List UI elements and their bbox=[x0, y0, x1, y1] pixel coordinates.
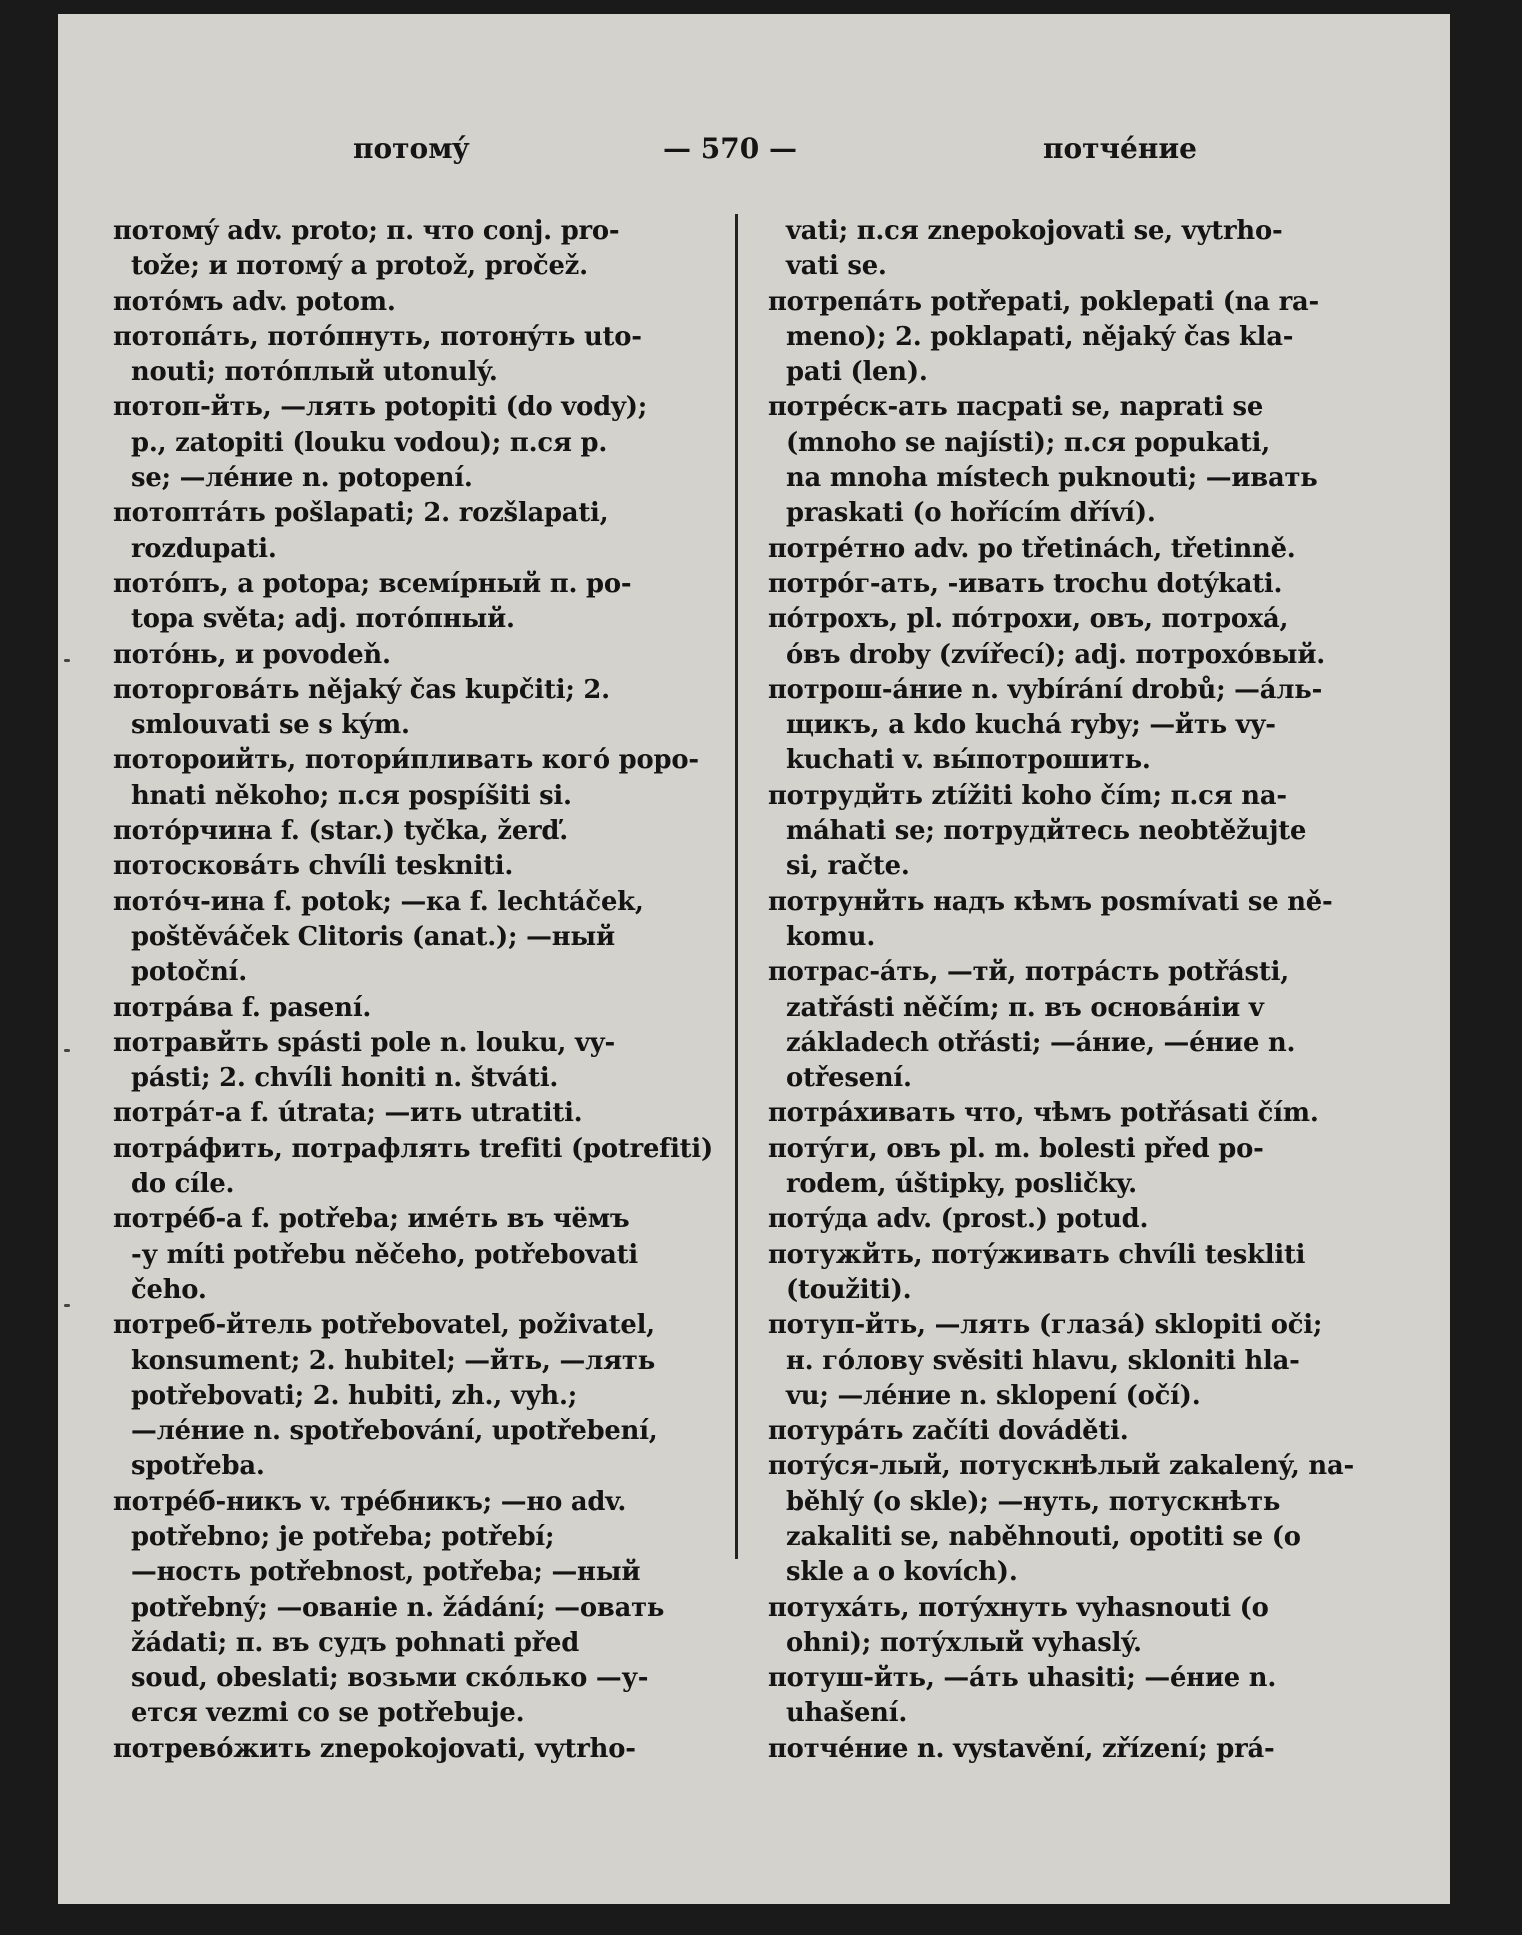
entry-line: poštěváček Clitoris (anat.); —ный bbox=[131, 921, 615, 952]
entry-line: topa světa; adj. потóпный. bbox=[131, 604, 515, 635]
entry-line: потрéск-ать пасpati se, naprati se bbox=[768, 392, 1264, 423]
entry-line: н. гóлову svěsiti hlavu, skloniti hla- bbox=[786, 1345, 1300, 1376]
entry-line: поторговáть nějaký čas kupčiti; 2. bbox=[113, 674, 610, 705]
entry-line: потосковáть chvíli teskniti. bbox=[113, 851, 514, 882]
entry-line: potřebný; —ованіе n. žádání; —овать bbox=[131, 1592, 665, 1623]
entry-line: потоп-йть, —лять potopiti (do vody); bbox=[113, 392, 648, 423]
entry-line: rozdupati. bbox=[131, 533, 277, 564]
entry-line: потомý adv. proto; п. что conj. pro- bbox=[113, 216, 620, 246]
entry-line: потревóжить znepokojovati, vytrho- bbox=[113, 1733, 636, 1764]
entry-line: потóпъ, a potopa; всемíрный п. po- bbox=[113, 568, 632, 599]
entry-line: потрáфить, потрафлять trefiti (potrefiti) bbox=[113, 1133, 713, 1164]
entry-line: -у míti potřebu něčeho, potřebovati bbox=[131, 1239, 638, 1270]
entry-line: praskati (o hořícím dříví). bbox=[786, 498, 1156, 529]
entry-line: потравйть spásti pole n. louku, vy- bbox=[113, 1027, 616, 1058]
entry-line: потуш-йть, —áть uhasiti; —éние n. bbox=[768, 1663, 1277, 1694]
entry-line: —ность potřebnost, potřeba; —ный bbox=[131, 1557, 641, 1588]
entry-line: потреб-йтель potřebovatel, poživatel, bbox=[113, 1310, 655, 1341]
entry-line: потрáхивать что, чѣмъ potřásati čím. bbox=[768, 1098, 1319, 1129]
dictionary-page bbox=[58, 14, 1450, 1904]
right-column bbox=[768, 214, 1368, 1767]
entry-line: потрéб-никъ v. трéбникъ; —но adv. bbox=[113, 1486, 627, 1517]
entry-line: rodem, úštipky, posličky. bbox=[786, 1169, 1137, 1200]
entry-line: потрáт-a f. útrata; —ить utratiti. bbox=[113, 1098, 583, 1129]
entry-line: pásti; 2. chvíli honiti n. štváti. bbox=[131, 1063, 559, 1094]
entry-line: потýда adv. (prost.) potud. bbox=[768, 1204, 1149, 1235]
entry-line: pati (len). bbox=[786, 357, 928, 388]
entry-line: потужйть, потýживать chvíli teskliti bbox=[768, 1239, 1306, 1270]
entry-line: потрéб-а f. potřeba; имéть въ чёмъ bbox=[113, 1204, 630, 1235]
entry-line: потчéние n. vystavění, zřízení; prá- bbox=[768, 1733, 1275, 1764]
entry-line: (toužiti). bbox=[786, 1274, 912, 1305]
entry-line: потрéтно adv. po třetinách, třetinně. bbox=[768, 533, 1296, 564]
entry-line: пóтрохъ, pl. пóтрохи, овъ, потрохá, bbox=[768, 604, 1289, 635]
entry-line: потóмъ adv. potom. bbox=[113, 286, 396, 317]
entry-line: spotřeba. bbox=[131, 1451, 265, 1482]
entry-line: vati se. bbox=[786, 251, 887, 282]
entry-line: nouti; потóплый utonulý. bbox=[131, 357, 498, 388]
header-left-guideword: потомý bbox=[353, 132, 469, 165]
entry-line: потрóг-ать, -ивать trochu dotýkati. bbox=[768, 568, 1283, 599]
entry-line: skle a o kovích). bbox=[786, 1557, 1018, 1588]
entry-line: vati; п.ся znepokojovati se, vytrho- bbox=[786, 216, 1283, 246]
entry-line: (mnoho se najísti); п.ся popukati, bbox=[786, 427, 1271, 458]
entry-line: потрас-áть, —тй, потрáсть potřásti, bbox=[768, 957, 1289, 988]
entry-line: potoční. bbox=[131, 957, 248, 988]
print-speck bbox=[64, 659, 70, 662]
page-number: — 570 — bbox=[663, 132, 797, 165]
entry-line: p., zatopiti (louku vodou); п.ся p. bbox=[131, 427, 608, 458]
entry-line: потрунйть надъ кѣмъ posmívati se ně- bbox=[768, 886, 1333, 917]
entry-line: soud, obeslati; возьми скóлько —у- bbox=[131, 1663, 649, 1694]
entry-line: konsument; 2. hubitel; —йть, —лять bbox=[131, 1345, 656, 1376]
print-speck bbox=[64, 1304, 70, 1307]
entry-line: ohni); потýхлый vyhaslý. bbox=[786, 1627, 1142, 1658]
entry-line: potřebno; je potřeba; potřebí; bbox=[131, 1521, 555, 1552]
entry-line: uhašení. bbox=[786, 1698, 908, 1729]
entry-line: потрош-áние n. vybírání drobů; —áль- bbox=[768, 674, 1323, 705]
entry-line: потрáва f. pasení. bbox=[113, 992, 372, 1023]
entry-line: потуп-йть, —лять (глазá) sklopiti oči; bbox=[768, 1310, 1323, 1341]
entry-line: tože; и потомý a protož, pročež. bbox=[131, 251, 588, 282]
header-right-guideword: потчéние bbox=[1043, 132, 1197, 165]
entry-line: zakaliti se, naběhnouti, opotiti se (o bbox=[786, 1521, 1301, 1552]
entry-line: si, račte. bbox=[786, 851, 910, 882]
entry-line: kuchati v. вы́потрошить. bbox=[786, 745, 1151, 776]
entry-line: hnati někoho; п.ся pospíšiti si. bbox=[131, 780, 572, 811]
column-divider bbox=[735, 214, 738, 1559]
entry-line: vu; —лéние n. sklopení (očí). bbox=[786, 1380, 1201, 1411]
entry-line: potřebovati; 2. hubiti, zh., vyh.; bbox=[131, 1380, 578, 1411]
entry-line: потрепáть potřepati, poklepati (na ra- bbox=[768, 286, 1320, 317]
entry-line: потороийть, потори́пливать когó popo- bbox=[113, 745, 699, 776]
left-column bbox=[113, 214, 713, 1767]
entry-line: do cíle. bbox=[131, 1169, 235, 1200]
entry-line: smlouvati se s kým. bbox=[131, 710, 410, 741]
print-speck bbox=[64, 1049, 70, 1052]
entry-line: потýги, овъ pl. m. bolesti před po- bbox=[768, 1133, 1264, 1164]
entry-line: —лéние n. spotřebování, upotřebení, bbox=[131, 1416, 658, 1447]
entry-line: потопáть, потóпнуть, потонýть uto- bbox=[113, 321, 642, 352]
entry-line: ется vezmi co se potřebuje. bbox=[131, 1698, 525, 1729]
entry-line: komu. bbox=[786, 921, 876, 952]
entry-line: základech otřásti; —áние, —éние n. bbox=[786, 1027, 1296, 1058]
entry-line: žádati; п. въ судъ pohnati před bbox=[131, 1627, 580, 1658]
entry-line: потýся-лый, потускнѣлый zakalený, na- bbox=[768, 1451, 1354, 1482]
entry-line: потоптáть pošlapati; 2. rozšlapati, bbox=[113, 498, 609, 529]
entry-line: потухáть, потýхнуть vyhasnouti (o bbox=[768, 1592, 1269, 1623]
entry-line: óвъ droby (zvířecí); adj. потрохóвый. bbox=[786, 639, 1326, 670]
entry-line: потрудйть ztížiti koho čím; п.ся na- bbox=[768, 780, 1287, 811]
entry-line: na mnoha místech puknouti; —ивать bbox=[786, 463, 1318, 494]
entry-line: zatřásti něčím; п. въ основáніи v bbox=[786, 992, 1264, 1023]
entry-line: потурáть začíti dováděti. bbox=[768, 1416, 1129, 1447]
entry-line: потóрчина f. (star.) tyčka, žerď. bbox=[113, 816, 569, 847]
entry-line: běhlý (o skle); —нуть, потускнѣть bbox=[786, 1486, 1281, 1517]
entry-line: meno); 2. poklapati, nějaký čas kla- bbox=[786, 321, 1294, 352]
entry-line: máhati se; потрудйтесь neobtěžujte bbox=[786, 816, 1307, 847]
entry-line: щикъ, a kdo kuchá ryby; —йть vy- bbox=[786, 710, 1276, 741]
entry-line: потóнь, и povodeň. bbox=[113, 639, 391, 670]
entry-line: потóч-ина f. potok; —ка f. lechtáček, bbox=[113, 886, 644, 917]
entry-line: čeho. bbox=[131, 1274, 207, 1305]
entry-line: se; —лéние n. potopení. bbox=[131, 463, 473, 494]
entry-line: otřesení. bbox=[786, 1063, 912, 1094]
